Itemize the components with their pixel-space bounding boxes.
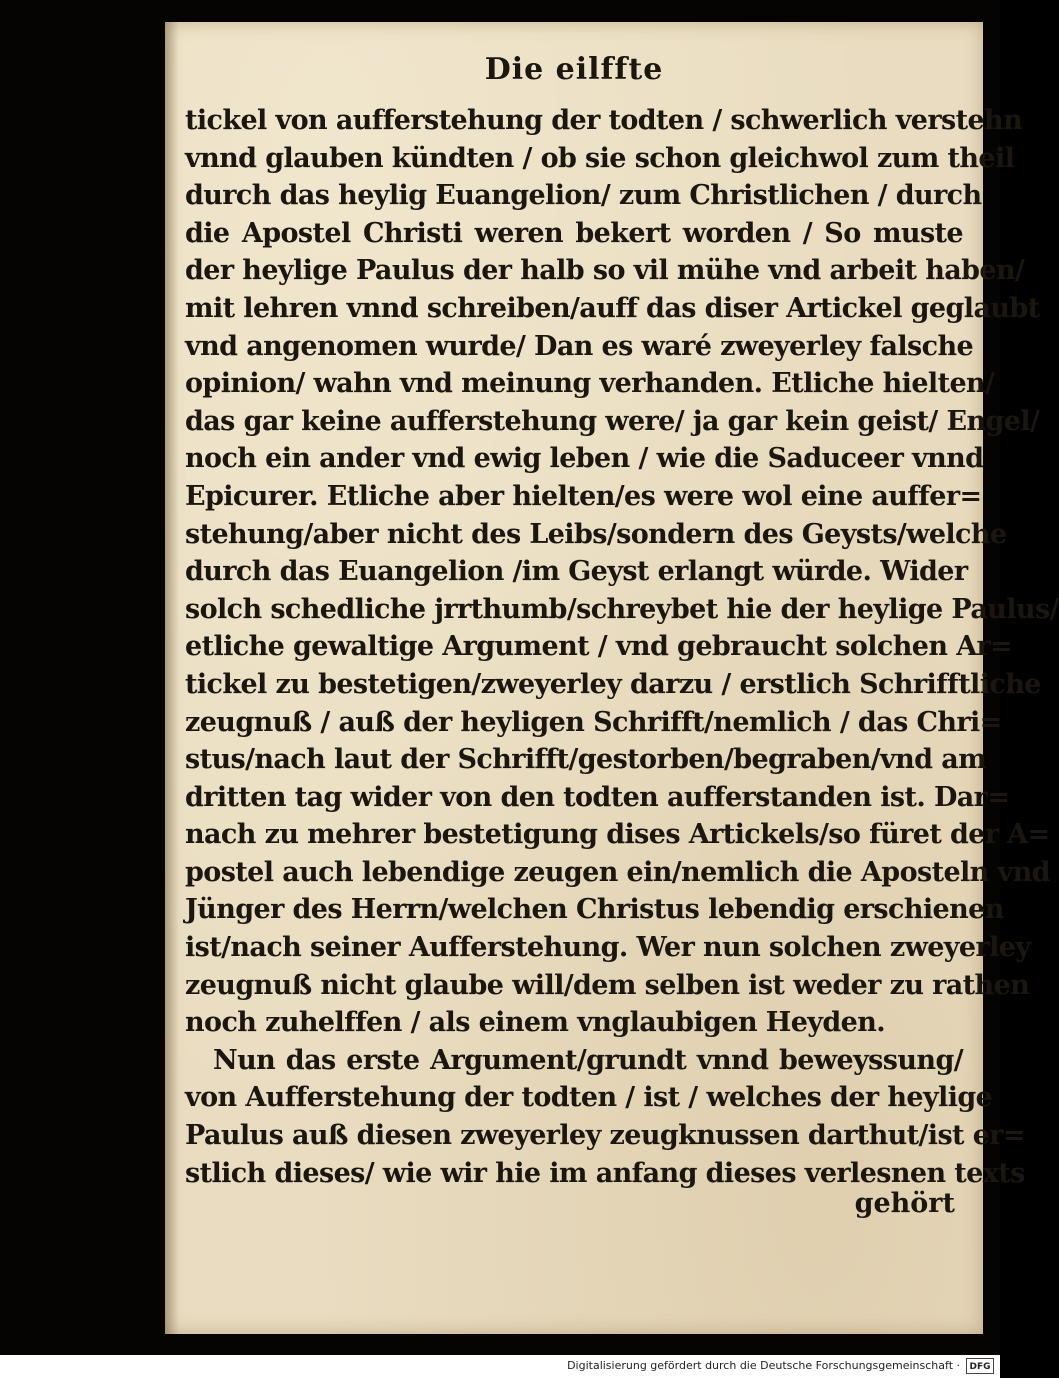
- text-line: opinion/ wahn vnd meinung verhanden. Etliche hielten/: [185, 368, 995, 400]
- text-line: postel auch lebendige zeugen ein/nemlich die Aposteln vnd: [185, 856, 1050, 888]
- text-line: von Aufferstehung der todten / ist / welches der heylige: [185, 1082, 993, 1114]
- text-line: durch das heylig Euangelion/ zum Christlichen / durch: [185, 180, 982, 212]
- text-line: der heylige Paulus der halb so vil mühe vnd arbeit haben/: [185, 255, 1025, 287]
- text-line: tickel zu bestetigen/zweyerley darzu / erstlich Schrifftliche: [185, 668, 1041, 700]
- catchword: gehört: [854, 1188, 955, 1219]
- text-line: mit lehren vnnd schreiben/auff das diser Artickel geglaubt: [185, 292, 1040, 324]
- text-line: etliche gewaltige Argument / vnd gebraucht solchen Ar=: [185, 631, 1013, 663]
- text-line: Jünger des Herrn/welchen Christus lebendig erschienen: [185, 894, 1004, 926]
- text-line: stus/nach laut der Schrifft/gestorben/begraben/vnd am: [185, 744, 987, 776]
- gutter-shadow: [165, 22, 179, 1334]
- text-line: noch zuhelffen / als einem vnglaubigen Heyden.: [185, 1007, 886, 1039]
- text-line: dritten tag wider von den todten aufferstanden ist. Dar=: [185, 781, 1010, 813]
- text-line: stehung/aber nicht des Leibs/sondern des Geysts/welche: [185, 518, 1007, 550]
- text-line: ist/nach seiner Aufferstehung. Wer nun solchen zweyerley: [185, 932, 1031, 964]
- text-line: durch das Euangelion /im Geyst erlangt würde. Wider: [185, 556, 968, 588]
- text-line: zeugnuß nicht glaube will/dem selben ist weder zu rathen: [185, 969, 1030, 1001]
- dfg-logo-icon: DFG: [966, 1358, 994, 1374]
- body-text: [185, 102, 1059, 1192]
- text-line: noch ein ander vnd ewig leben / wie die Saduceer vnnd: [185, 443, 984, 475]
- text-line: das gar keine aufferstehung were/ ja gar kein geist/ Engel/: [185, 405, 1040, 437]
- text-line: vnnd glauben kündten / ob sie schon gleichwol zum theil: [185, 142, 1015, 174]
- text-line: zeugnuß / auß der heyligen Schrifft/nemlich / das Chri=: [185, 706, 1002, 738]
- running-header: Die eilffte: [484, 52, 664, 87]
- footer-bar: [0, 1355, 1000, 1378]
- text-line: die Apostel Christi weren bekert worden / So muste: [185, 217, 963, 249]
- text-line: vnd angenomen wurde/ Dan es waré zweyerley falsche: [185, 330, 974, 362]
- text-line: Paulus auß diesen zweyerley zeugknussen darthut/ist er=: [185, 1120, 1025, 1152]
- text-line: stlich dieses/ wie wir hie im anfang dieses verlesnen texts: [185, 1157, 1025, 1189]
- text-line: solch schedliche jrrthumb/schreybet hie der heylige Paulus/: [185, 593, 1059, 625]
- text-line: tickel von aufferstehung der todten / schwerlich verstehn: [185, 105, 1023, 136]
- book-page: [165, 22, 1059, 1334]
- text-line: Epicurer. Etliche aber hielten/es were wol eine auffer=: [185, 480, 982, 512]
- text-line: Nun das erste Argument/grundt vnnd beweyssung/: [213, 1044, 963, 1076]
- funding-notice: Digitalisierung gefördert durch die Deutsche Forschungsgemeinschaft ·: [567, 1359, 960, 1372]
- text-line: nach zu mehrer bestetigung dises Artickels/so füret der A=: [185, 819, 1050, 851]
